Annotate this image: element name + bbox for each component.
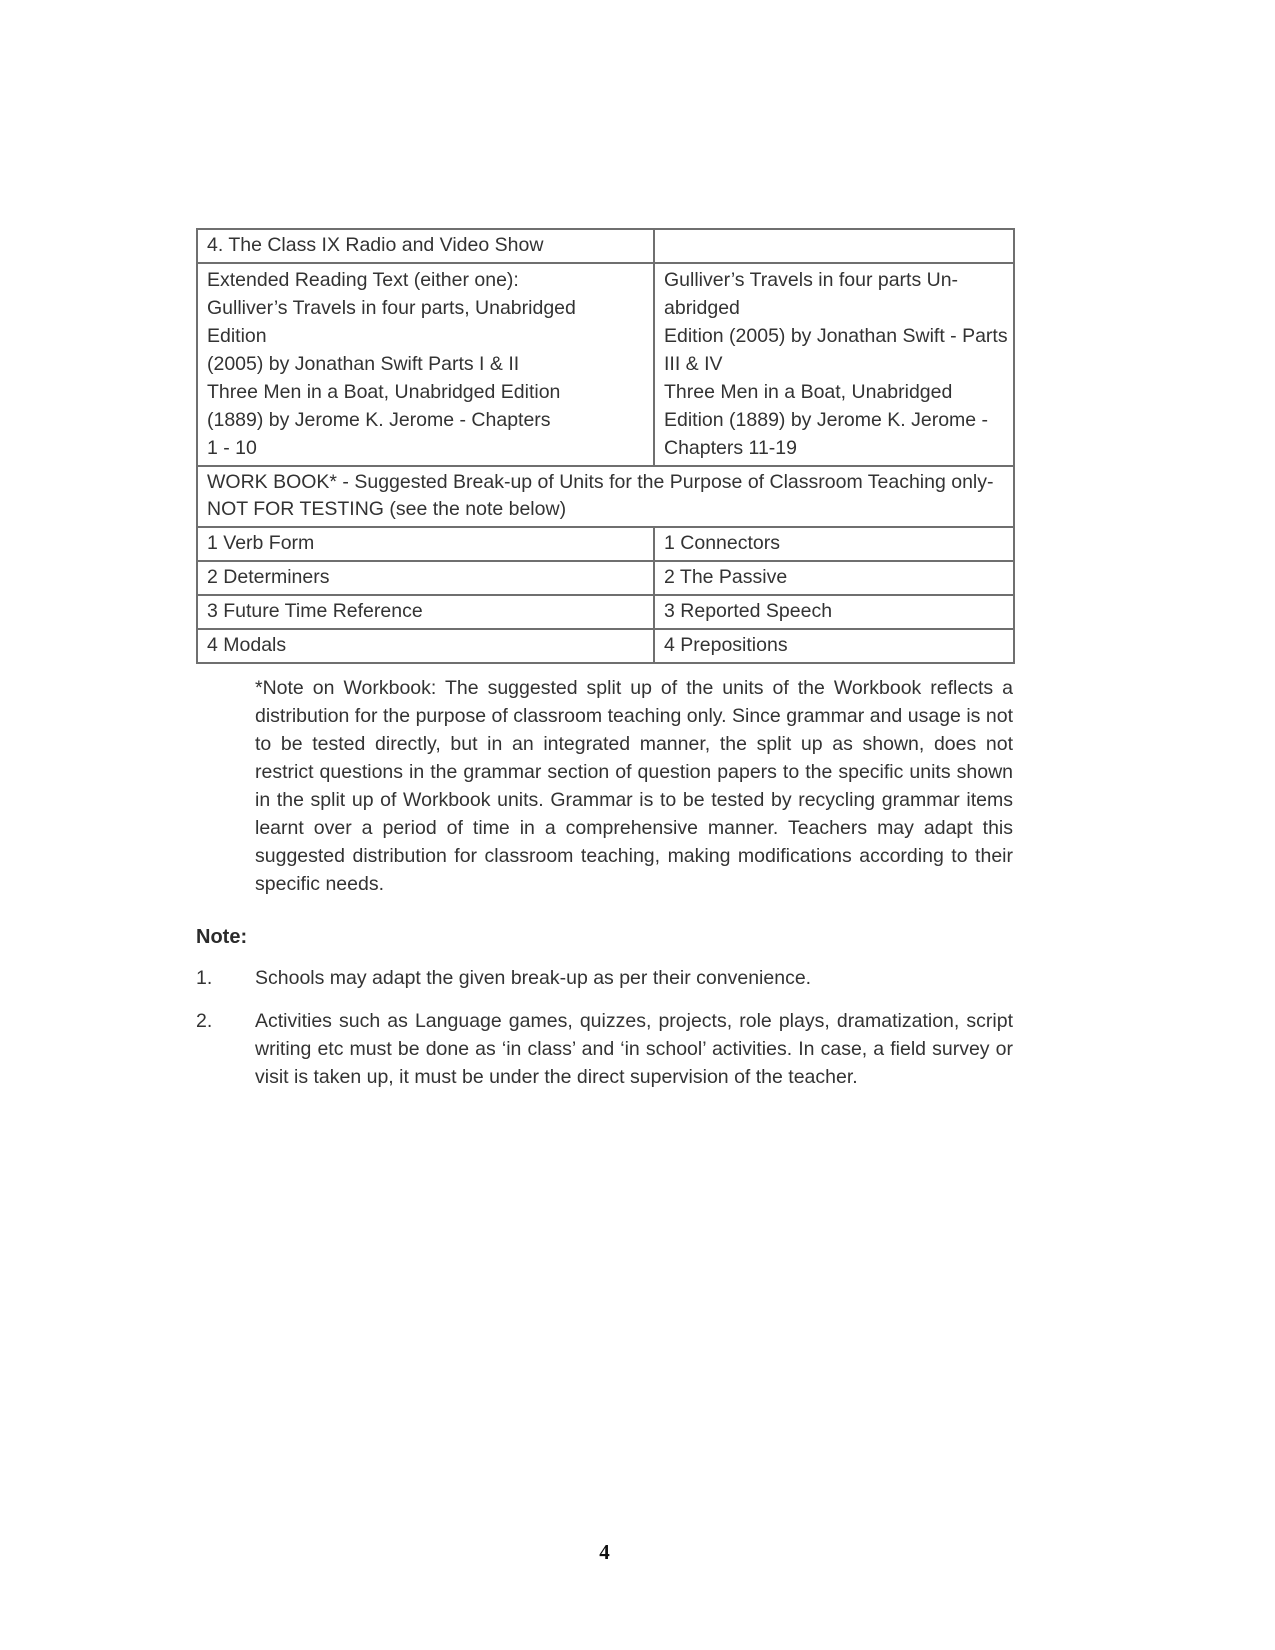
reading-right-line: Edition (2005) by Jonathan Swift - Parts bbox=[664, 325, 1008, 347]
reading-left-line: Edition bbox=[207, 325, 267, 347]
cell-empty bbox=[654, 229, 1014, 263]
reading-right-line: III & IV bbox=[664, 353, 723, 375]
cell-unit-right: 3 Reported Speech bbox=[654, 595, 1014, 629]
cell-unit-left: 3 Future Time Reference bbox=[197, 595, 654, 629]
reading-right-line: Gulliver’s Travels in four parts Un- bbox=[664, 269, 959, 291]
table-row-radio-video bbox=[197, 229, 1014, 263]
reading-right-line: Three Men in a Boat, Unabridged bbox=[664, 381, 953, 403]
table-row-workbook-header bbox=[197, 466, 1014, 527]
reading-right-line: Edition (1889) by Jerome K. Jerome - bbox=[664, 409, 989, 431]
reading-left-line: (1889) by Jerome K. Jerome - Chapters bbox=[207, 409, 551, 431]
reading-left-line: 1 - 10 bbox=[207, 437, 257, 459]
note-item-number: 2. bbox=[196, 1010, 213, 1032]
note-item-text: Activities such as Language games, quizzes, projects, role plays, dramatization, script writing etc must be done as ‘in class’ and ‘in school’ activities. In case, a field survey or visit is taken up, it must be under the direct supervision of the teacher. bbox=[255, 1010, 1013, 1088]
reading-right-line: Chapters 11-19 bbox=[664, 437, 797, 459]
cell-unit-right: 4 Prepositions bbox=[654, 629, 1014, 663]
note-item-text: Schools may adapt the given break-up as per their convenience. bbox=[255, 967, 812, 989]
cell-radio-video-show: 4. The Class IX Radio and Video Show bbox=[197, 229, 654, 263]
cell-unit-right: 1 Connectors bbox=[654, 527, 1014, 561]
cell-extended-reading-right bbox=[654, 263, 1014, 466]
cell-unit-left: 4 Modals bbox=[197, 629, 654, 663]
note-item-number: 1. bbox=[196, 967, 213, 989]
table-row-unit-1 bbox=[197, 527, 1014, 561]
cell-unit-left: 1 Verb Form bbox=[197, 527, 654, 561]
reading-left-line: (2005) by Jonathan Swift Parts I & II bbox=[207, 353, 520, 375]
cell-unit-left: 2 Determiners bbox=[197, 561, 654, 595]
note-item-2 bbox=[196, 1007, 1013, 1091]
cell-extended-reading-left bbox=[197, 263, 654, 466]
note-heading: Note: bbox=[196, 926, 248, 948]
table-row-unit-2 bbox=[197, 561, 1014, 595]
table-row-unit-4 bbox=[197, 629, 1014, 663]
reading-left-line: Gulliver’s Travels in four parts, Unabridged bbox=[207, 297, 576, 319]
note-item-1 bbox=[196, 964, 1013, 992]
table-row-extended-reading bbox=[197, 263, 1014, 466]
cell-unit-right: 2 The Passive bbox=[654, 561, 1014, 595]
page-number: 4 bbox=[599, 1540, 610, 1564]
syllabus-table bbox=[196, 228, 1015, 664]
reading-left-line: Extended Reading Text (either one): bbox=[207, 269, 519, 291]
cell-workbook-header: WORK BOOK* - Suggested Break-up of Units for the Purpose of Classroom Teaching only-NOT FOR TESTING (see the note below) bbox=[197, 466, 1014, 527]
reading-left-line: Three Men in a Boat, Unabridged Edition bbox=[207, 381, 561, 403]
workbook-note-paragraph: *Note on Workbook: The suggested split up of the units of the Workbook reflects a distribution for the purpose of classroom teaching only. Since grammar and usage is not to be tested directly, but in an integrated manner, the split up as shown, does not restrict questions in the grammar section of question papers to the specific units shown in the split up of Workbook units. Grammar is to be tested by recycling grammar items learnt over a period of time in a comprehensive manner. Teachers may adapt this suggested distribution for classroom teaching, making modifications according to their specific needs. bbox=[255, 677, 1013, 895]
page-content bbox=[196, 228, 1013, 1091]
reading-right-line: abridged bbox=[664, 297, 740, 319]
table-row-unit-3 bbox=[197, 595, 1014, 629]
